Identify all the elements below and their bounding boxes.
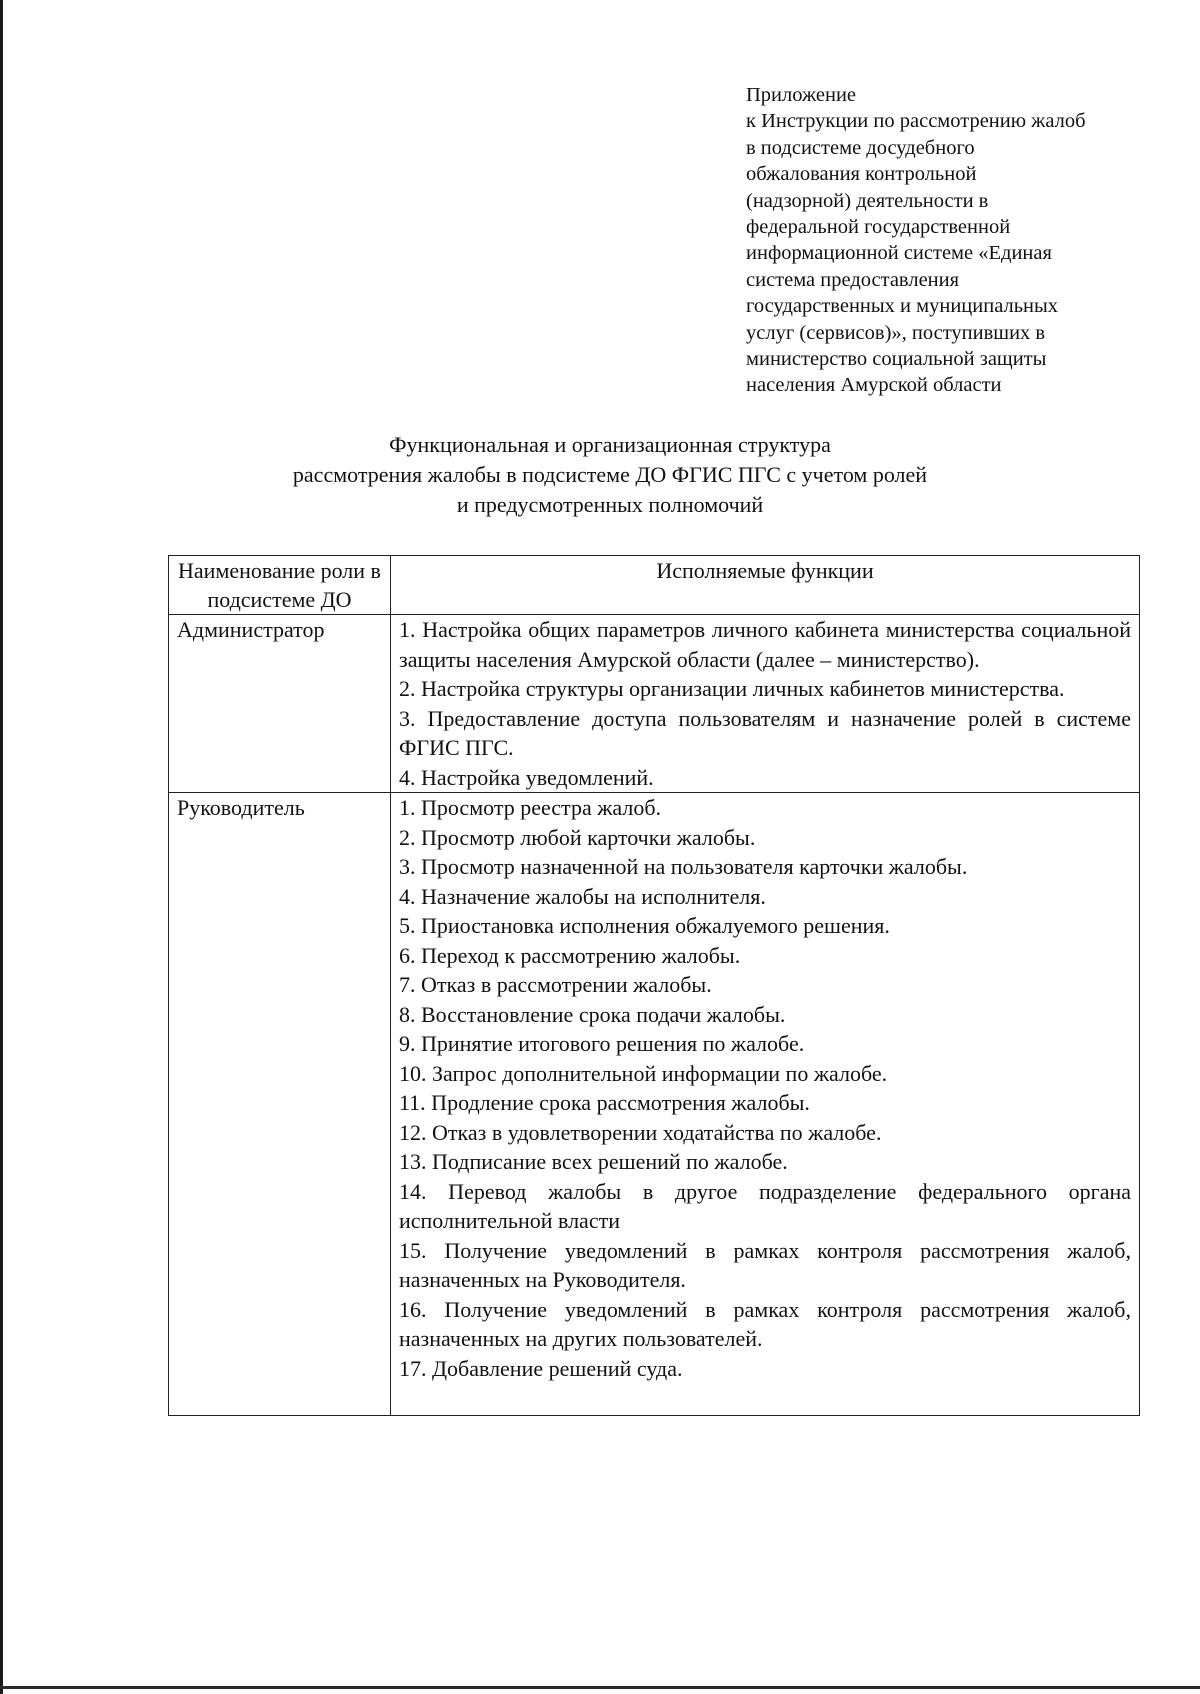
- function-item: 1. Просмотр реестра жалоб.: [399, 795, 662, 820]
- appendix-line: Приложение: [746, 84, 857, 106]
- function-item: 10. Запрос дополнительной информации по жалобе.: [399, 1060, 888, 1086]
- function-item: 1. Настройка общих параметров личного кабинета министерства социальной защиты населения Амурской области (далее – министерство).: [399, 617, 1131, 672]
- function-list: [391, 793, 1140, 1416]
- function-item: 13. Подписание всех решений по жалобе.: [399, 1149, 788, 1174]
- function-item: 11. Продление срока рассмотрения жалобы.: [399, 1090, 810, 1115]
- function-item: 6. Переход к рассмотрению жалобы.: [399, 942, 741, 968]
- function-item: 2. Просмотр любой карточки жалобы.: [399, 824, 756, 850]
- appendix-line: к Инструкции по рассмотрению жалоб: [746, 110, 1086, 133]
- appendix-note: [746, 82, 1166, 399]
- appendix-line: услуг (сервисов)», поступивших в: [746, 321, 1046, 344]
- appendix-line: в подсистеме досудебного: [746, 136, 975, 159]
- role-name: Руководитель: [169, 793, 391, 1416]
- function-item: 16. Получение уведомлений в рамках контроля рассмотрения жалоб, назначенных на других пользователей.: [399, 1296, 1131, 1351]
- function-item: 14. Перевод жалобы в другое подразделение федерального органа исполнительной власти: [399, 1178, 1131, 1233]
- appendix-line: (надзорной) деятельности в: [746, 189, 989, 212]
- header-functions: Исполняемые функции: [391, 556, 1140, 615]
- function-item: 4. Назначение жалобы на исполнителя.: [399, 883, 766, 909]
- scan-edge-left: [0, 0, 3, 1694]
- function-item: 3. Просмотр назначенной на пользователя карточки жалобы.: [399, 854, 968, 879]
- scan-edge-bottom: [0, 1686, 1200, 1689]
- appendix-line: населения Амурской области: [746, 374, 1002, 397]
- title-line: Функциональная и организационная структура: [389, 432, 831, 457]
- table-row: [169, 615, 1140, 793]
- function-item: 12. Отказ в удовлетворении ходатайства по жалобе.: [399, 1119, 882, 1145]
- role-name: Администратор: [169, 615, 391, 793]
- table-header-row: [169, 556, 1140, 615]
- appendix-line: государственных и муниципальных: [746, 295, 1059, 318]
- appendix-line: министерство социальной защиты: [746, 348, 1047, 371]
- appendix-line: обжалования контрольной: [746, 163, 977, 186]
- function-list: [391, 615, 1140, 793]
- function-item: 8. Восстановление срока подачи жалобы.: [399, 1001, 786, 1027]
- function-item: 17. Добавление решений суда.: [399, 1355, 683, 1381]
- function-item: 4. Настройка уведомлений.: [399, 764, 654, 790]
- function-item: 15. Получение уведомлений в рамках контроля рассмотрения жалоб, назначенных на Руководителя.: [399, 1237, 1131, 1292]
- document-title: [150, 430, 1070, 520]
- function-item: 7. Отказ в рассмотрении жалобы.: [399, 972, 712, 997]
- table-row: [169, 793, 1140, 1416]
- function-item: 9. Принятие итогового решения по жалобе.: [399, 1031, 805, 1056]
- function-item: 2. Настройка структуры организации личных кабинетов министерства.: [399, 676, 1065, 701]
- title-line: и предусмотренных полномочий: [456, 492, 764, 517]
- header-role: Наименование роли в подсистеме ДО: [169, 556, 391, 615]
- title-line: рассмотрения жалобы в подсистеме ДО ФГИС ПГС с учетом ролей: [292, 462, 928, 487]
- function-item: 3. Предоставление доступа пользователям и назначение ролей в системе ФГИС ПГС.: [399, 705, 1131, 760]
- roles-table: [168, 555, 1140, 1416]
- appendix-line: система предоставления: [746, 268, 960, 291]
- function-item: 5. Приостановка исполнения обжалуемого решения.: [399, 913, 890, 938]
- appendix-line: федеральной государственной: [746, 216, 1011, 239]
- appendix-line: информационной системе «Единая: [746, 242, 1052, 265]
